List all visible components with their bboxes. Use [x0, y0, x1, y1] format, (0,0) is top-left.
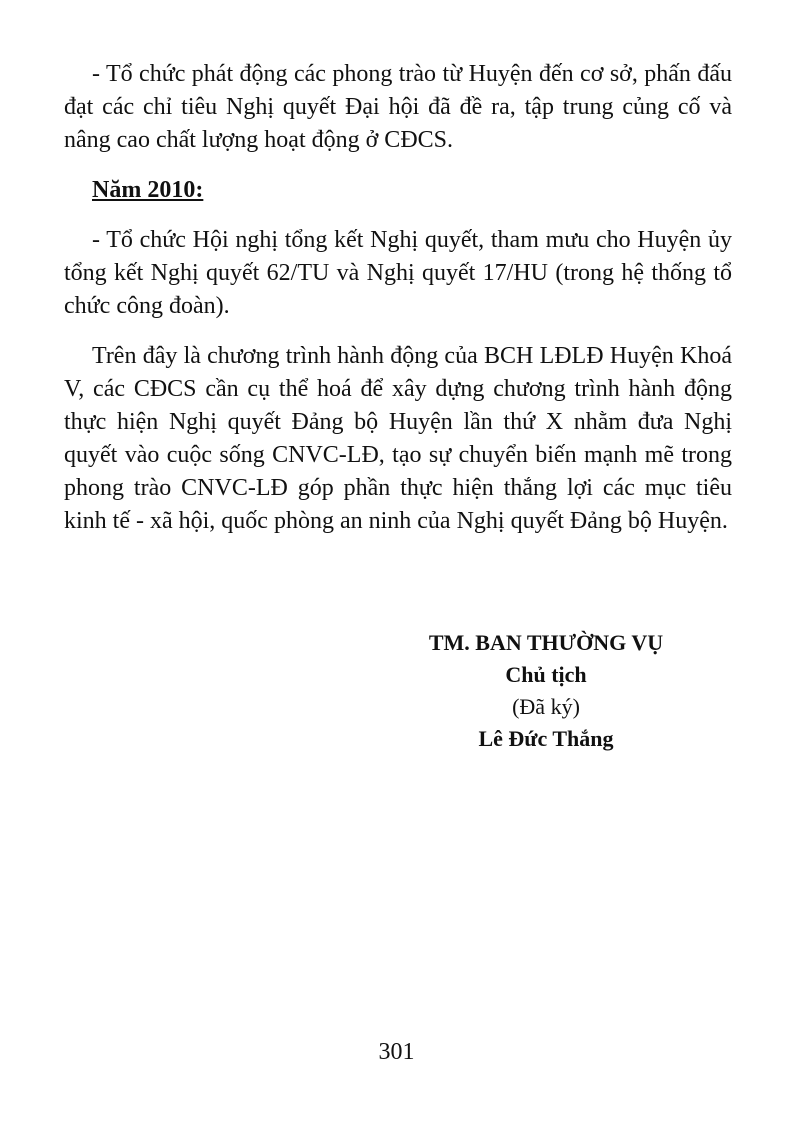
closing-paragraph: Trên đây là chương trình hành động của BCH LĐLĐ Huyện Khoá V, các CĐCS cần cụ thể hoá để xây dựng chương trình hành động thực hiện Nghị quyết Đảng bộ Huyện lần thứ X nhằm đưa Nghị quyết vào cuộc sống CNVC-LĐ, tạo sự chuyển biến mạnh mẽ trong phong trào CNVC-LĐ góp phần thực hiện thắng lợi các mục tiêu kinh tế - xã hội, quốc phòng an ninh của Nghị quyết Đảng bộ Huyện.	[64, 343, 732, 534]
signature-name: Lê Đức Thắng	[478, 726, 614, 751]
intro-paragraph: - Tổ chức phát động các phong trào từ Huyện đến cơ sở, phấn đấu đạt các chỉ tiêu Nghị quyết Đại hội đã đề ra, tập trung củng cố và nâng cao chất lượng hoạt động ở CĐCS.	[64, 61, 732, 153]
signature-role: Chủ tịch	[505, 662, 587, 687]
signature-block	[396, 627, 696, 755]
signature-signed-note: (Đã ký)	[512, 694, 580, 719]
page-number: 301	[378, 1039, 415, 1065]
document-body	[64, 58, 732, 555]
year-paragraph: - Tổ chức Hội nghị tổng kết Nghị quyết, tham mưu cho Huyện ủy tổng kết Nghị quyết 62/TU và Nghị quyết 17/HU (trong hệ thống tổ chức công đoàn).	[64, 227, 732, 319]
signature-organization: TM. BAN THƯỜNG VỤ	[428, 630, 664, 655]
year-heading: Năm 2010:	[92, 177, 204, 203]
